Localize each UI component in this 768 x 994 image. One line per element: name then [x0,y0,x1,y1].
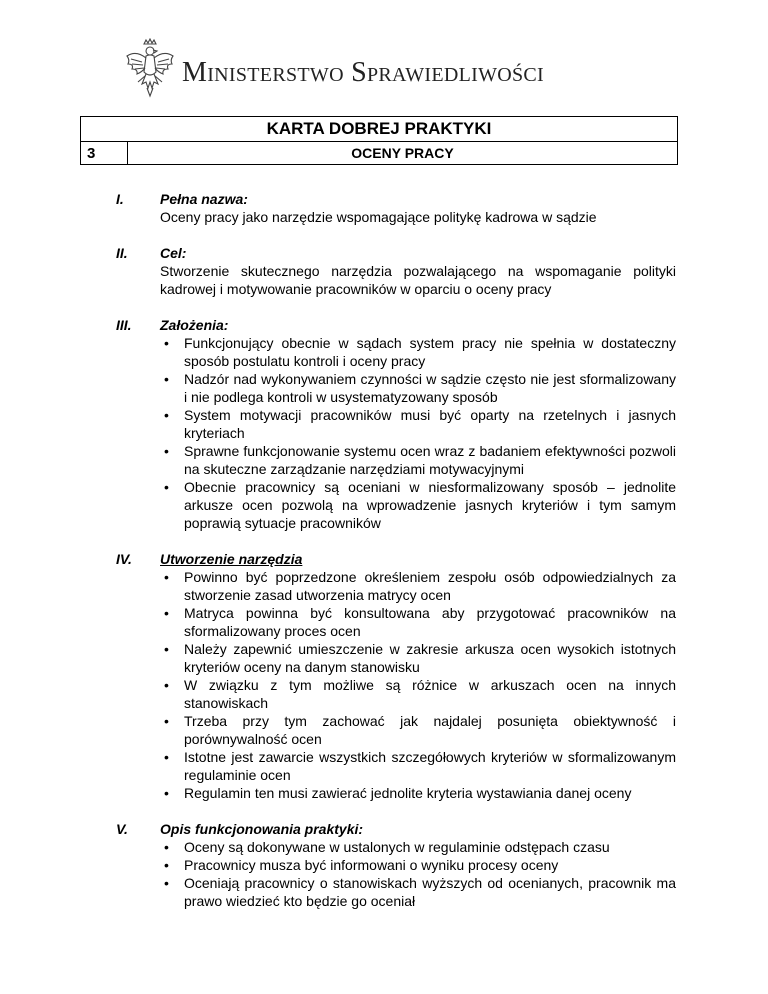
section-text: Stworzenie skutecznego narzędzia pozwalającego na wspomaganie polityki kadrowej i motywowanie pracowników w oparciu o oceny pracy [160,263,676,297]
section-tool-creation [116,550,676,802]
section-full-name [116,190,676,226]
section-title: Założenia: [160,317,229,333]
section-text: Oceny pracy jako narzędzie wspomagające politykę kadrowa w sądzie [160,209,597,225]
bullet-icon: • [164,443,169,459]
list-item: • Oceniają pracownicy o stanowiskach wyższych od ocenianych, pracownik ma prawo wiedzieć kto będzie go oceniał [164,875,676,909]
list-item: • Matryca powinna być konsultowana aby przygotować pracowników na sformalizowany proces ocen [164,605,676,639]
bullet-icon: • [164,605,169,621]
list-item: • Powinno być poprzedzone określeniem zespołu osób odpowiedzialnych za stworzenie zasad utworzenia matrycy ocen [164,569,676,603]
list-item: • System motywacji pracowników musi być oparty na rzetelnych i jasnych kryteriach [164,407,676,441]
bullet-icon: • [164,479,169,495]
list-item: • Funkcjonujący obecnie w sądach system pracy nie spełnia w dostateczny sposób postulatu kontroli i oceny pracy [164,335,676,369]
ministry-name: Ministerstwo Sprawiedliwości [182,57,545,88]
section-assumptions [116,316,676,532]
polish-eagle-icon [124,38,176,100]
list-item: • Sprawne funkcjonowanie systemu ocen wraz z badaniem efektywności pozwoli na skuteczne zarządzanie narzędziami motywacyjnymi [164,443,676,477]
section-practice-description [116,820,676,910]
list-item: • Nadzór nad wykonywaniem czynności w sądzie często nie jest sformalizowany i nie podlega kontroli w usystematyzowany sposób [164,371,676,405]
bullet-icon: • [164,875,169,891]
section-title: Cel: [160,245,187,261]
bullet-icon: • [164,335,169,351]
list-item: • Należy zapewnić umieszczenie w zakresie arkusza ocen wysokich istotnych kryteriów oceny na danym stanowisku [164,641,676,675]
bullet-icon: • [164,749,169,765]
card-number: 3 [81,142,128,165]
list-item: • Pracownicy musza być informowani o wyniku procesy oceny [164,857,559,873]
bullet-icon: • [164,569,169,585]
bullet-icon: • [164,713,169,729]
section-title: Pełna nazwa: [160,191,248,207]
section-number: III. [116,317,132,333]
section-title: Opis funkcjonowania praktyki: [160,821,364,837]
section-number: V. [116,821,128,837]
card-title: KARTA DOBREJ PRAKTYKI [81,117,678,142]
list-item: • Obecnie pracownicy są oceniani w niesformalizowany sposób – jednolite arkusze ocen pozwolą na wprowadzenie jasnych kryteriów i tym samym poprawią sytuacje pracowników [164,479,676,531]
card-header-table [80,116,678,165]
bullet-list [160,568,676,802]
list-item: • Oceny są dokonywane w ustalonych w regulaminie odstępach czasu [164,839,610,855]
document-content [116,190,676,928]
list-item: • Trzeba przy tym zachować jak najdalej posunięta obiektywność i porównywalność ocen [164,713,676,747]
section-number: II. [116,245,128,261]
ministry-header [124,38,544,100]
section-number: I. [116,191,124,207]
list-item: • Istotne jest zawarcie wszystkich szczegółowych kryteriów w sformalizowanym regulaminie ocen [164,749,676,783]
list-item: • W związku z tym możliwe są różnice w arkuszach ocen na innych stanowiskach [164,677,676,711]
section-number: IV. [116,551,132,567]
bullet-icon: • [164,371,169,387]
section-title: Utworzenie narzędzia [160,551,303,567]
list-item: • Regulamin ten musi zawierać jednolite kryteria wystawiania danej oceny [164,785,632,801]
bullet-icon: • [164,641,169,657]
bullet-icon: • [164,785,169,801]
bullet-icon: • [164,677,169,693]
bullet-icon: • [164,839,169,855]
section-goal [116,244,676,298]
bullet-list [160,334,676,532]
card-subtitle: OCENY PRACY [128,142,678,165]
bullet-icon: • [164,407,169,423]
bullet-list [160,838,676,910]
bullet-icon: • [164,857,169,873]
